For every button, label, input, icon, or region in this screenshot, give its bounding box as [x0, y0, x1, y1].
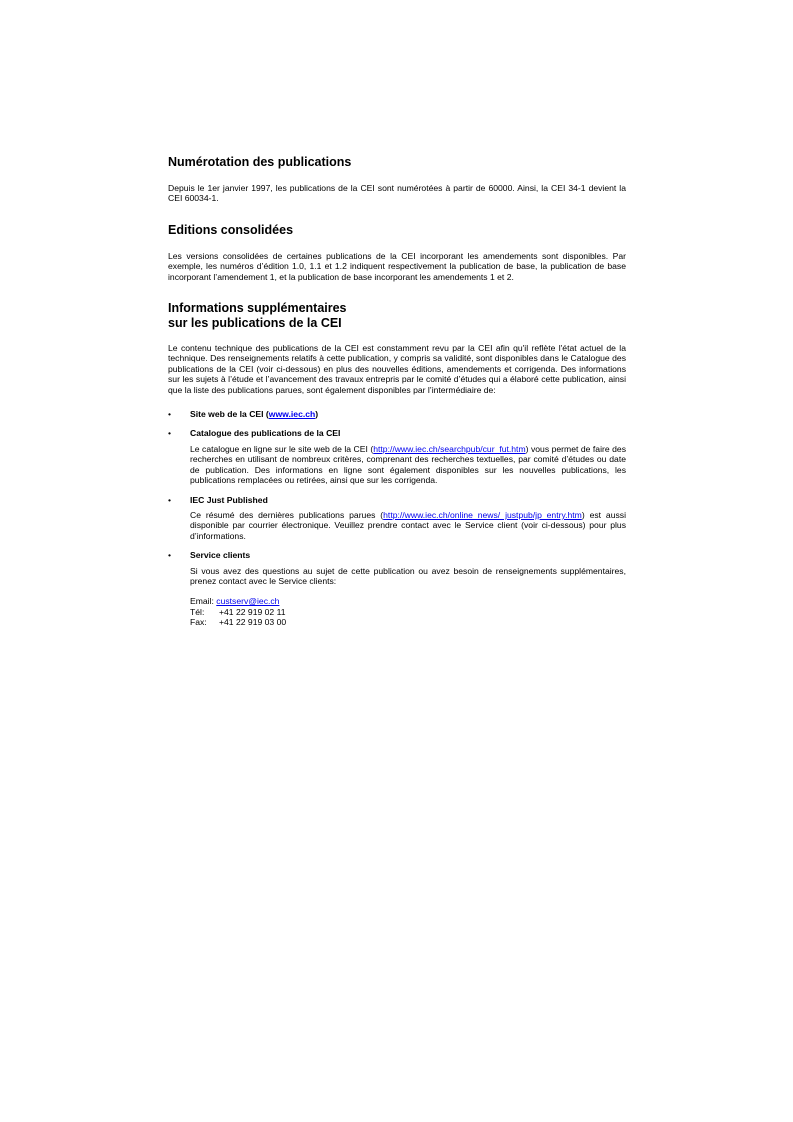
contact-fax-row	[190, 617, 626, 627]
bullet-icon: •	[168, 550, 172, 561]
just-published-title: IEC Just Published	[190, 494, 268, 505]
section-title-informations-line2: sur les publications de la CEI	[168, 316, 342, 331]
catalogue-body	[190, 444, 626, 486]
just-published-body	[190, 510, 626, 541]
site-title-suffix: )	[315, 409, 319, 420]
contact-email-row	[190, 596, 626, 606]
email-link[interactable]: custserv@iec.ch	[216, 596, 280, 607]
section-title-numerotation: Numérotation des publications	[168, 155, 352, 169]
site-title	[190, 409, 626, 419]
resource-list	[168, 409, 626, 628]
list-item-site	[168, 409, 626, 419]
just-published-body-prefix: Ce résumé des dernières publications parues (	[190, 509, 384, 520]
tel-value: +41 22 919 02 11	[219, 606, 286, 617]
fax-value: +41 22 919 03 00	[219, 617, 287, 628]
section-title-informations-line1: Informations supplémentaires	[168, 301, 347, 316]
bullet-icon: •	[168, 494, 172, 505]
contact-block	[190, 596, 626, 627]
list-item-catalogue	[168, 428, 626, 485]
contact-tel-row	[190, 607, 626, 617]
catalogue-body-prefix: Le catalogue en ligne sur le site web de la CEI (	[190, 443, 374, 454]
catalogue-link[interactable]: http://www.iec.ch/searchpub/cur_fut.htm	[373, 443, 526, 454]
list-item-service	[168, 550, 626, 627]
fax-label: Fax:	[190, 617, 207, 628]
section-body-editions: Les versions consolidées de certaines publications de la CEI incorporant les amendements sont disponibles. Par exemple, les numéros d’édition 1.0, 1.1 et 1.2 indiquent respectivement la publication de base, la publication de base incorporant l’amendement 1, et la publication de base incorporant les amendements 1 et 2.	[168, 250, 626, 282]
bullet-icon: •	[168, 428, 172, 439]
bullet-icon: •	[168, 409, 172, 420]
section-title-editions: Editions consolidées	[168, 222, 294, 237]
email-label: Email:	[190, 596, 214, 607]
tel-label: Tél:	[190, 606, 205, 617]
section-body-numerotation: Depuis le 1er janvier 1997, les publications de la CEI sont numérotées à partir de 60000. Ainsi, la CEI 34-1 devient la CEI 60034-1.	[168, 183, 626, 204]
section-title-informations	[168, 301, 626, 331]
section-body-informations: Le contenu technique des publications de la CEI est constamment revu par la CEI afin qu'il reflète l'état actuel de la technique. Des renseignements relatifs à cette publication, y compris sa validité, sont disponibles dans le Catalogue des publications de la CEI (voir ci-dessous) en plus des nouvelles éditions, amendements et corrigenda. Des informations sur les sujets à l’étude et l’avancement des travaux entrepris par le comité d’études qui a élaboré cette publication, ainsi que la liste des publications parues, sont également disponibles par l’intermédiaire de:	[168, 343, 626, 395]
document-page	[168, 155, 626, 637]
service-title: Service clients	[190, 550, 251, 561]
catalogue-body-suffix: ) vous permet de faire des recherches en utilisant de nombreux critères, comprenant des recherches textuelles, par comité d’études ou date de publication. Des informations en ligne sont également disponibles sur les nouvelles publications, les publications remplacées ou retirées, ainsi que sur les corrigenda.	[190, 443, 626, 486]
site-link[interactable]: www.iec.ch	[268, 409, 316, 420]
service-body: Si vous avez des questions au sujet de cette publication ou avez besoin de renseignements supplémentaires, prenez contact avec le Service clients:	[190, 565, 626, 586]
catalogue-title: Catalogue des publications de la CEI	[190, 428, 341, 439]
list-item-just-published	[168, 495, 626, 542]
site-title-prefix: Site web de la CEI (	[190, 409, 269, 420]
just-published-body-suffix: ) est aussi disponible par courrier électronique. Veuillez prendre contact avec le Service client (voir ci-dessous) pour plus d’informations.	[190, 509, 626, 541]
just-published-link[interactable]: http://www.iec.ch/online_news/ justpub/jp_entry.htm	[383, 509, 582, 520]
